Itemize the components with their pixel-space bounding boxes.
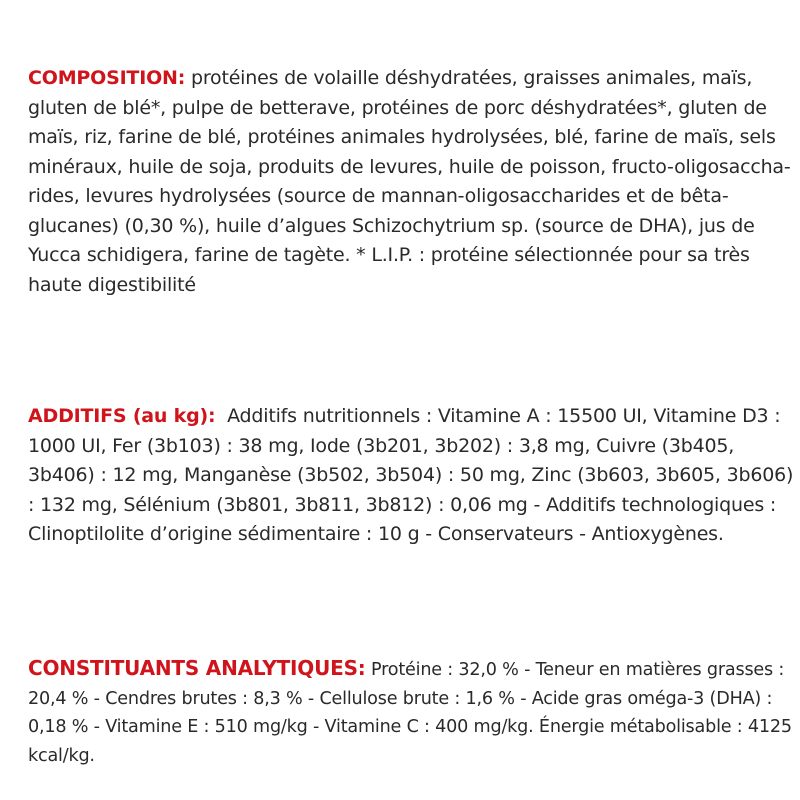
- composition-text: protéines de volaille déshydratées, graisses animales, maïs, gluten de blé*, pulpe de betterave, protéines de porc déshydratées*, gluten de maïs, riz, farine de blé, protéines animales hydrolysées, blé, farine de maïs, sels minéraux, huile de soja, produits de levures, huile de poisson, fructo-oligosaccha-rides, levures hydrolysées (source de mannan-oligosaccharides et de bêta-glucanes) (0,30 %), huile d’algues Schizochytrium sp. (source de DHA), jus de Yucca schidigera, farine de tagète. * L.I.P. : protéine sélectionnée pour sa très haute digestibilité: [28, 67, 791, 296]
- additifs-label: ADDITIFS (au kg):: [28, 405, 216, 427]
- constituants-text: Protéine : 32,0 % - Teneur en matières grasses : 20,4 % - Cendres brutes : 8,3 % - Cellulose brute : 1,6 % - Acide gras oméga-3 (DHA) : 0,18 % - Vitamine E : 510 mg/kg - Vitamine C : 400 mg/kg. Énergie métabolisable : 4125 kcal/kg.: [28, 660, 792, 766]
- constituants-label: CONSTITUANTS ANALYTIQUES:: [28, 656, 366, 680]
- additifs-text: Additifs nutritionnels : Vitamine A : 15500 UI, Vitamine D3 : 1000 UI, Fer (3b103) : 38 mg, Iode (3b201, 3b202) : 3,8 mg, Cuivre (3b405, 3b406) : 12 mg, Manganèse (3b502, 3b504) : 50 mg, Zinc (3b603, 3b605, 3b606) : 132 mg, Sélénium (3b801, 3b811, 3b812) : 0,06 mg - Additifs technologiques : Clinoptilolite d’origine sédimentaire : 10 g - Conservateurs - Antioxygènes.: [28, 405, 800, 545]
- composition-section: [28, 64, 794, 300]
- composition-label: COMPOSITION:: [28, 67, 186, 89]
- additifs-section: [28, 402, 800, 550]
- constituants-section: [28, 654, 794, 770]
